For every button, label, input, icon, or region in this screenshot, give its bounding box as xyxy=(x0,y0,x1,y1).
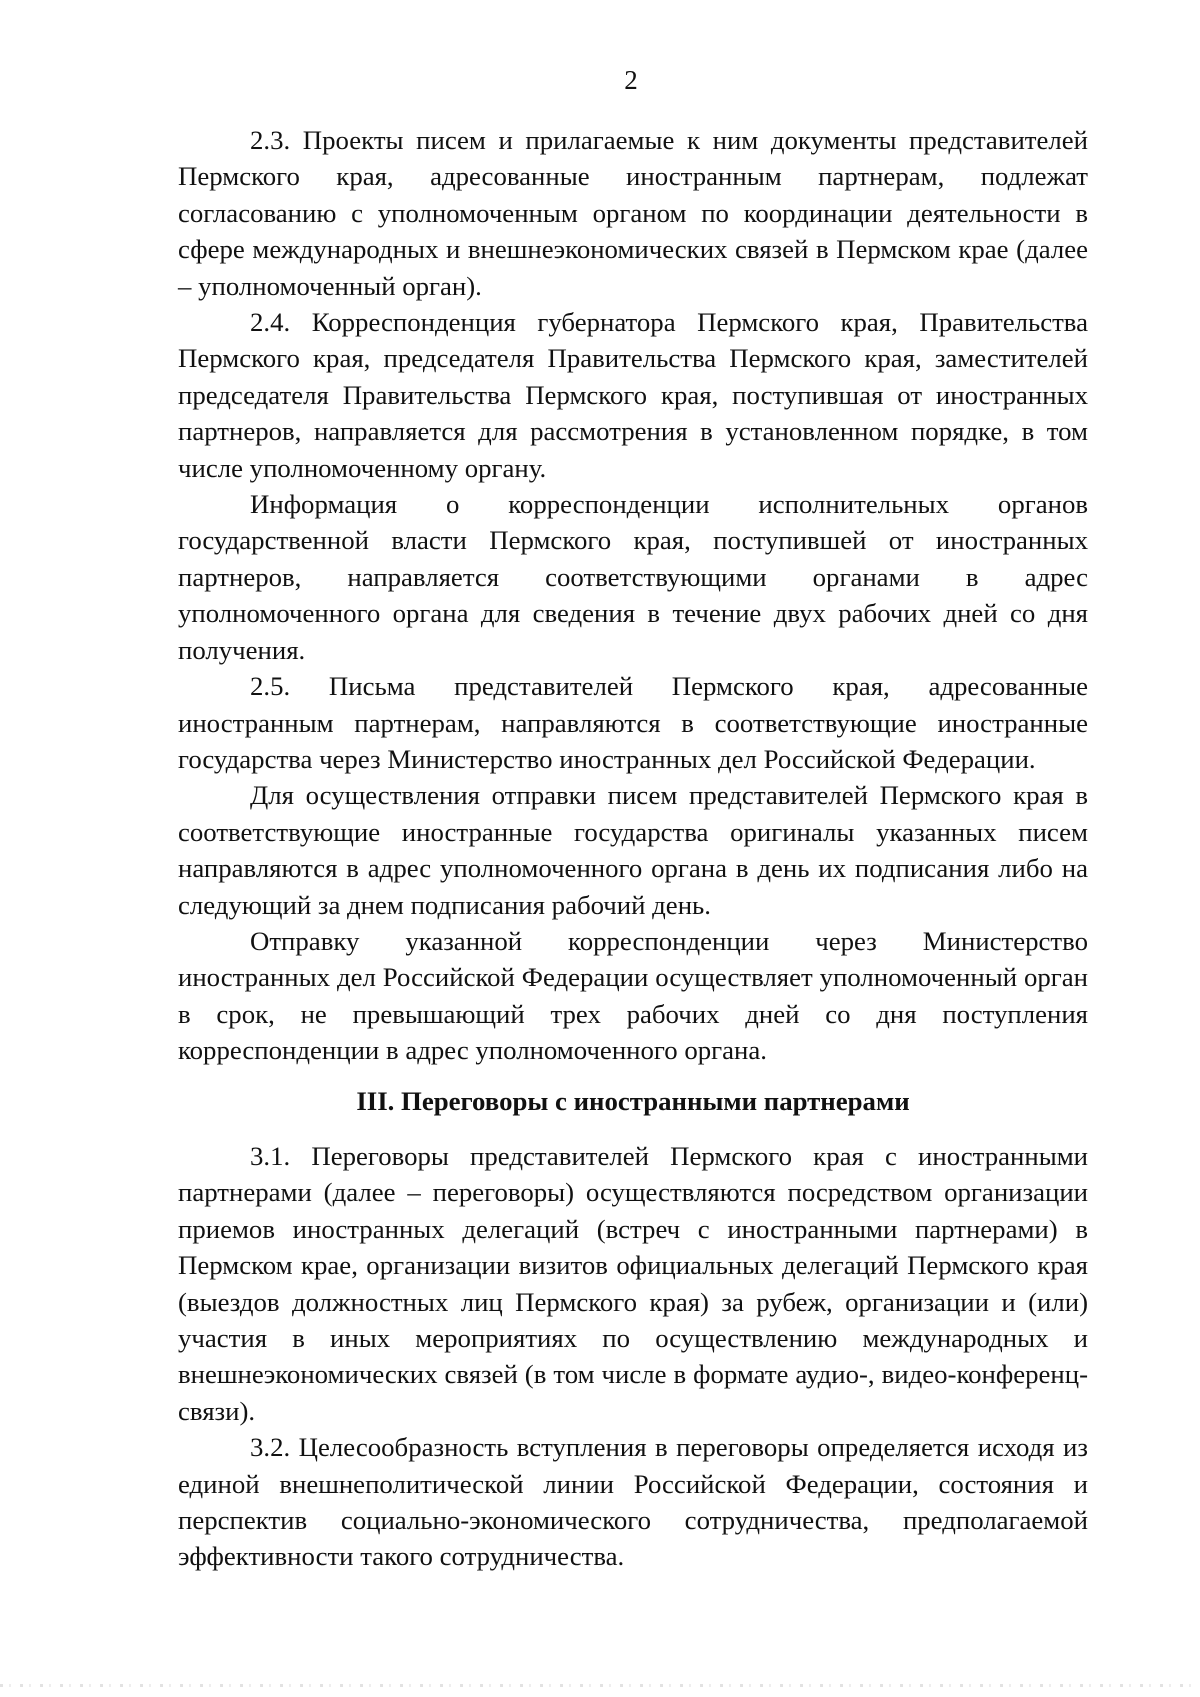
paragraph-2-4-information: Информация о корреспонденции исполнительных органов государственной власти Пермского края, поступившей от иностранных партнеров, направляется соответствующими органами в адрес уполномоченного органа для сведения в течение двух рабочих дней со дня получения. xyxy=(178,489,1088,665)
paragraph-3-1: 3.1. Переговоры представителей Пермского края с иностранными партнерами (далее – переговоры) осуществляются посредством организации приемов иностранных делегаций (встреч с иностранными партнерами) в Пермском крае, организации визитов официальных делегаций Пермского края (выездов должностных лиц Пермского края) за рубеж, организации и (или) участия в иных мероприятиях по осуществлению международных и внешнеэкономических связей (в том числе в формате аудио-, видео-конференц-связи). xyxy=(178,1140,1088,1426)
paragraph-2-5-dispatch: Отправку указанной корреспонденции через Министерство иностранных дел Российской Федерации осуществляет уполномоченный орган в срок, не превышающий трех рабочих дней со дня поступления корреспонденции в адрес уполномоченного органа. xyxy=(178,925,1088,1066)
section-heading: III. Переговоры с иностранными партнерами xyxy=(356,1085,910,1116)
paragraph-2-5: 2.5. Письма представителей Пермского края, адресованные иностранным партнерам, направляются в соответствующие иностранные государства через Министерство иностранных дел Российской Федерации. xyxy=(178,671,1088,774)
paragraph-2-4: 2.4. Корреспонденция губернатора Пермского края, Правительства Пермского края, председателя Правительства Пермского края, заместителей председателя Правительства Пермского края, поступившая от иностранных партнеров, направляется для рассмотрения в установленном порядке, в том числе уполномоченному органу. xyxy=(178,307,1088,483)
document-body xyxy=(178,122,1088,1575)
page-number: 2 xyxy=(624,65,638,95)
paragraph-2-3: 2.3. Проекты писем и прилагаемые к ним документы представителей Пермского края, адресованные иностранным партнерам, подлежат согласованию с уполномоченным органом по координации деятельности в сфере международных и внешнеэкономических связей в Пермском крае (далее – уполномоченный орган). xyxy=(178,125,1088,301)
paragraph-3-2: 3.2. Целесообразность вступления в переговоры определяется исходя из единой внешнеполитической линии Российской Федерации, состояния и перспектив социально-экономического сотрудничества, предполагаемой эффективности такого сотрудничества. xyxy=(178,1432,1088,1572)
paragraph-2-5-sending: Для осуществления отправки писем представителей Пермского края в соответствующие иностранные государства оригиналы указанных писем направляются в адрес уполномоченного органа в день их подписания либо на следующий за днем подписания рабочий день. xyxy=(178,780,1088,920)
scan-edge-artifact xyxy=(0,1684,1200,1687)
